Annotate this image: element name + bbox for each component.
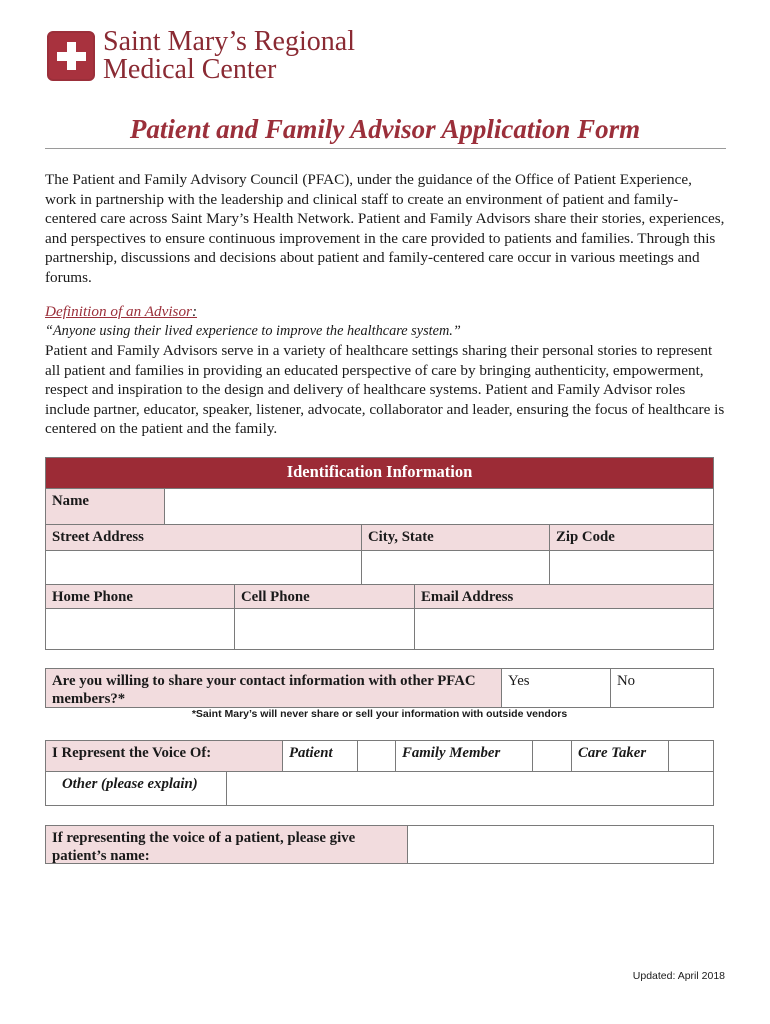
cell-phone-label: Cell Phone xyxy=(234,584,415,609)
street-address-label: Street Address xyxy=(45,524,362,551)
city-state-label: City, State xyxy=(361,524,550,551)
definition-quote: “Anyone using their lived experience to improve the healthcare system.” xyxy=(45,323,461,339)
email-address-input[interactable] xyxy=(414,608,714,650)
represent-other-label: Other (please explain) xyxy=(45,771,227,806)
represent-family-checkbox[interactable] xyxy=(532,740,572,772)
represent-family-label: Family Member xyxy=(395,740,533,772)
title-divider xyxy=(45,148,726,149)
represent-voice-label: I Represent the Voice Of: xyxy=(45,740,283,772)
definition-body: Patient and Family Advisors serve in a variety of healthcare settings sharing their personal stories to represent all patient and families in providing an educated perspective of care by bringing authenticity, empowerment, respect and inspiration to the design and delivery of healthcare systems. Patient and Family Advisor roles include partner, educator, speaker, listener, advocate, collaborator and leader, ensuring the focus of healthcare is centered on the patient and the family. xyxy=(45,342,725,438)
email-address-label: Email Address xyxy=(414,584,714,609)
zip-code-label: Zip Code xyxy=(549,524,714,551)
represent-caretaker-checkbox[interactable] xyxy=(668,740,714,772)
org-name-line1: Saint Mary’s Regional xyxy=(103,26,355,57)
share-footnote: *Saint Mary’s will never share or sell your information with outside vendors xyxy=(191,708,568,720)
represent-caretaker-label: Care Taker xyxy=(571,740,669,772)
city-state-input[interactable] xyxy=(361,550,550,585)
org-name-line2: Medical Center xyxy=(103,54,277,85)
patient-name-input[interactable] xyxy=(407,825,714,864)
identification-header: Identification Information xyxy=(45,457,714,489)
represent-other-input[interactable] xyxy=(226,771,714,806)
form-title: Patient and Family Advisor Application Form xyxy=(129,114,641,144)
share-contact-question: Are you willing to share your contact information with other PFAC members?* xyxy=(45,668,502,708)
share-yes-option[interactable]: Yes xyxy=(501,668,611,708)
intro-paragraph: The Patient and Family Advisory Council (PFAC), under the guidance of the Office of Patient Experience, work in partnership with the leadership and clinical staff to create an environment of patient and family-centered care across Saint Mary’s Health Network. Patient and Family Advisors share their stories, experiences, and perspectives to ensure continuous improvement in the care provided to patients and families. Through this partnership, discussions and decisions about patient and family-centered care occur in various meetings and forums. xyxy=(45,171,725,286)
home-phone-label: Home Phone xyxy=(45,584,235,609)
represent-patient-label: Patient xyxy=(282,740,358,772)
share-no-option[interactable]: No xyxy=(610,668,714,708)
updated-date: Updated: April 2018 xyxy=(632,970,725,982)
definition-heading: Definition of an Advisor: xyxy=(45,303,198,320)
represent-patient-checkbox[interactable] xyxy=(357,740,396,772)
home-phone-input[interactable] xyxy=(45,608,235,650)
name-label: Name xyxy=(45,488,165,525)
patient-name-label: If representing the voice of a patient, please give patient’s name: xyxy=(45,825,408,864)
hospital-logo-icon xyxy=(47,31,95,81)
cell-phone-input[interactable] xyxy=(234,608,415,650)
name-input[interactable] xyxy=(164,488,714,525)
zip-code-input[interactable] xyxy=(549,550,714,585)
street-address-input[interactable] xyxy=(45,550,362,585)
